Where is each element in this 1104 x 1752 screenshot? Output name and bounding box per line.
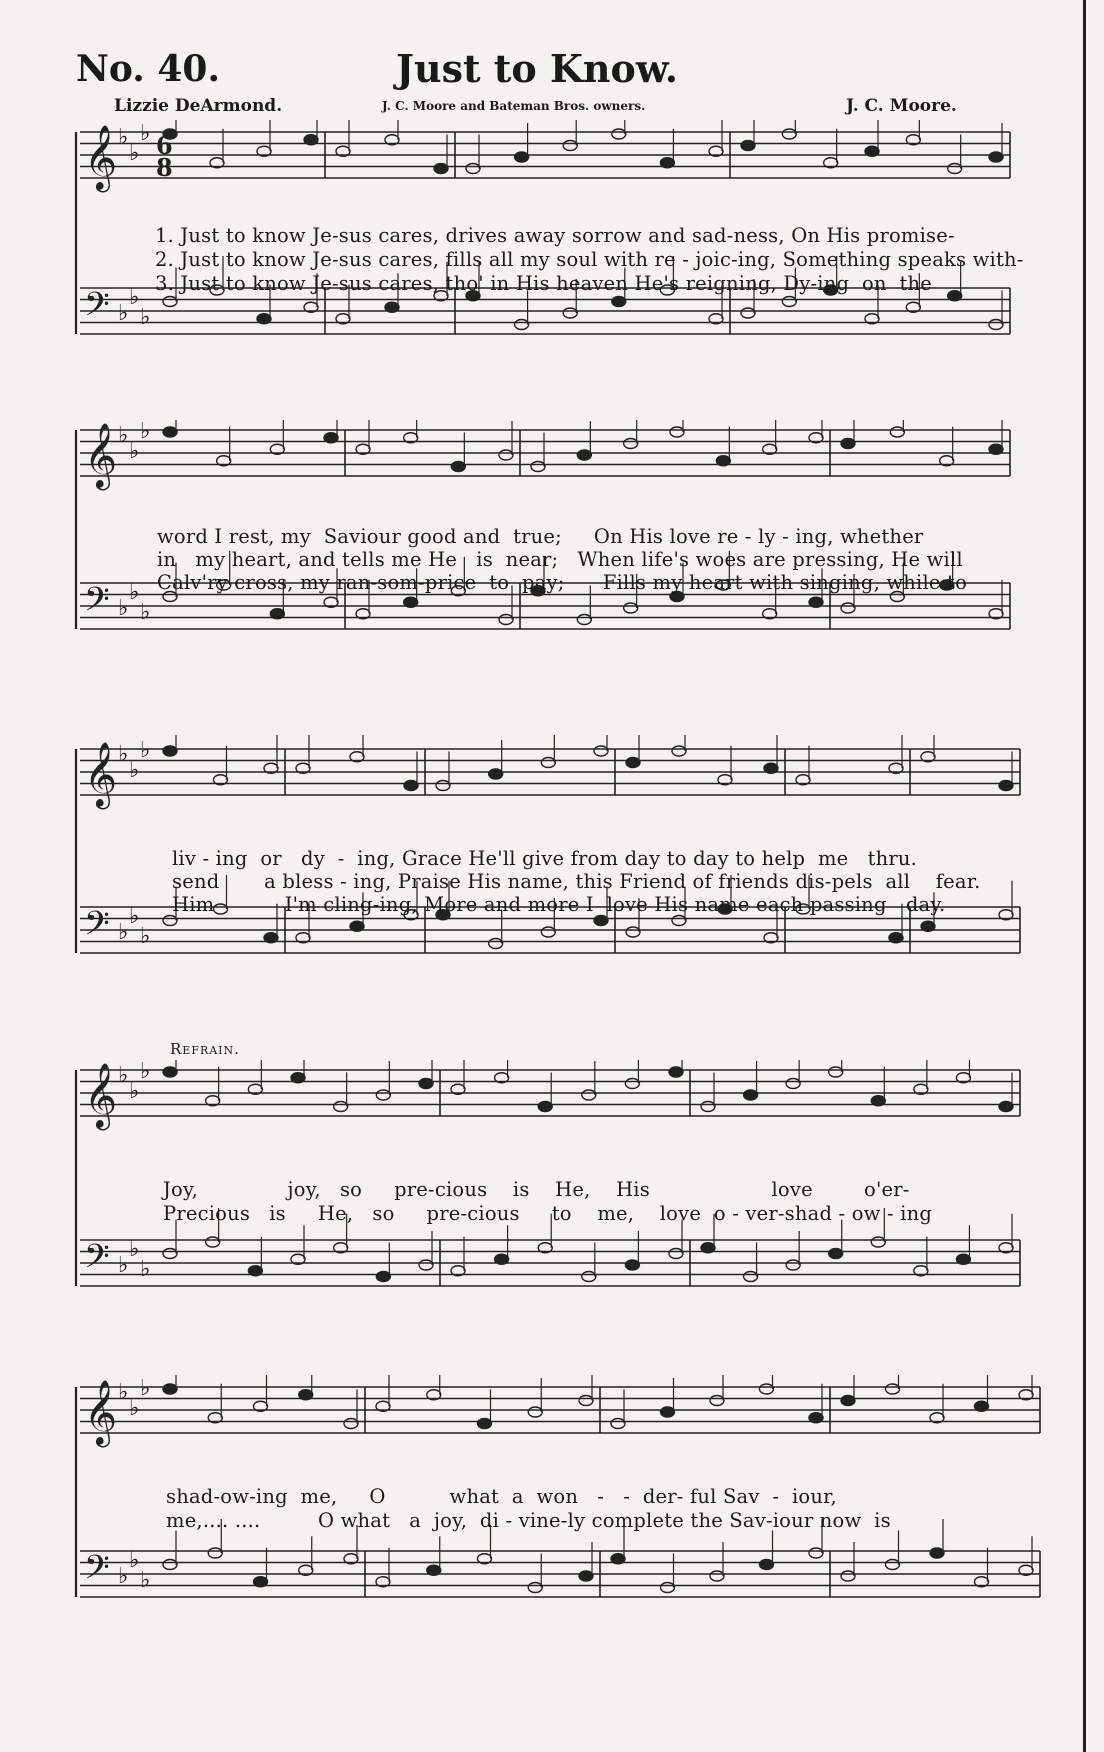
note-head xyxy=(999,1102,1013,1112)
treble-clef-icon: 𝄞 xyxy=(84,125,118,190)
note-head xyxy=(626,758,640,768)
note-head xyxy=(670,427,684,437)
note-head xyxy=(809,1548,823,1558)
flat-icon: ♭ xyxy=(118,1564,129,1589)
flat-icon: ♭ xyxy=(129,439,140,464)
flat-icon: ♭ xyxy=(140,121,151,146)
note-head xyxy=(541,927,555,937)
note-head xyxy=(809,597,823,607)
treble-clef-icon: 𝄞 xyxy=(84,1063,118,1128)
note-head xyxy=(611,1554,625,1564)
flat-icon: ♭ xyxy=(118,742,129,767)
flat-icon: ♭ xyxy=(140,305,151,330)
flat-icon: ♭ xyxy=(118,423,129,448)
note-head xyxy=(499,615,513,625)
refrain-label: Refrain. xyxy=(170,1040,240,1058)
note-head xyxy=(419,1079,433,1089)
note-head xyxy=(710,1396,724,1406)
bass-clef-icon: 𝄢 xyxy=(84,581,110,627)
note-head xyxy=(163,427,177,437)
music-system-2 xyxy=(0,420,1104,710)
note-head xyxy=(594,746,608,756)
flat-icon: ♭ xyxy=(140,600,151,625)
flat-icon: ♭ xyxy=(129,1548,140,1573)
lyric-line: in my heart, and tells me He is near; When life's woes are pressing, He will xyxy=(157,548,963,571)
note-head xyxy=(624,439,638,449)
bass-clef-icon: 𝄢 xyxy=(84,905,110,951)
flat-icon: ♭ xyxy=(129,904,140,929)
note-head xyxy=(890,427,904,437)
note-head xyxy=(744,1272,758,1282)
note-head xyxy=(921,921,935,931)
note-head xyxy=(710,1571,724,1581)
flat-icon: ♭ xyxy=(140,738,151,763)
note-head xyxy=(625,1079,639,1089)
note-head xyxy=(930,1548,944,1558)
note-head xyxy=(782,129,796,139)
note-head xyxy=(499,450,513,460)
note-head xyxy=(669,1067,683,1077)
flat-icon: ♭ xyxy=(129,580,140,605)
note-head xyxy=(701,1243,715,1253)
note-head xyxy=(466,164,480,174)
flat-icon: ♭ xyxy=(140,1257,151,1282)
note-head xyxy=(531,462,545,472)
note-head xyxy=(611,1419,625,1429)
flat-icon: ♭ xyxy=(118,1063,129,1088)
note-head xyxy=(257,314,271,324)
flat-icon: ♭ xyxy=(140,1568,151,1593)
lyric-line: Him I'm cling-ing, More and more I love His name each passing day. xyxy=(172,893,946,916)
staff-pair-5 xyxy=(0,1375,1104,1695)
note-head xyxy=(841,603,855,613)
note-head xyxy=(841,439,855,449)
composer-credit: J. C. Moore. xyxy=(846,96,957,116)
lyric-line: 3. Just to know Je-sus cares, tho' in His heaven He's reigning, Dy-ing on the xyxy=(155,272,932,295)
note-head xyxy=(563,141,577,151)
note-head xyxy=(419,1260,433,1270)
treble-clef-icon: 𝄞 xyxy=(84,742,118,807)
flat-icon: ♭ xyxy=(129,1396,140,1421)
note-head xyxy=(334,1102,348,1112)
note-head xyxy=(948,291,962,301)
music-system-5 xyxy=(0,1375,1104,1695)
note-head xyxy=(264,933,278,943)
note-head xyxy=(672,916,686,926)
hymn-title: Just to Know. xyxy=(395,46,679,91)
note-head xyxy=(163,1384,177,1394)
note-head xyxy=(163,746,177,756)
flat-icon: ♭ xyxy=(129,1237,140,1262)
note-head xyxy=(886,1560,900,1570)
time-signature-bottom: 8 xyxy=(156,153,173,182)
flat-icon: ♭ xyxy=(140,1376,151,1401)
note-head xyxy=(841,1571,855,1581)
note-head xyxy=(624,603,638,613)
note-head xyxy=(376,1090,390,1100)
note-head xyxy=(163,1560,177,1570)
note-head xyxy=(764,763,778,773)
flat-icon: ♭ xyxy=(140,420,151,444)
note-head xyxy=(956,1254,970,1264)
time-signature-top: 6 xyxy=(156,131,173,160)
note-head xyxy=(582,1090,596,1100)
note-head xyxy=(478,1419,492,1429)
note-head xyxy=(760,1560,774,1570)
music-system-1 xyxy=(0,120,1104,420)
hymn-number: No. 40. xyxy=(76,48,220,90)
note-head xyxy=(741,308,755,318)
flat-icon: ♭ xyxy=(129,1079,140,1104)
note-head xyxy=(163,297,177,307)
note-head xyxy=(829,1067,843,1077)
note-head xyxy=(350,921,364,931)
lyric-line: 2. Just to know Je-sus cares, fills all my soul with re - joic-ing, Something speaks with- xyxy=(155,248,1024,271)
lyric-line: shad-ow-ing me, O what a won - - der- ful Sav - iour, xyxy=(166,1485,837,1508)
flat-icon: ♭ xyxy=(140,1060,151,1084)
note-head xyxy=(248,1266,262,1276)
note-head xyxy=(625,1260,639,1270)
note-head xyxy=(612,129,626,139)
note-head xyxy=(163,1067,177,1077)
note-head xyxy=(515,152,529,162)
note-head xyxy=(841,1396,855,1406)
note-head xyxy=(208,1548,222,1558)
music-system-4-refrain xyxy=(0,1040,1104,1340)
note-head xyxy=(669,1249,683,1259)
note-head xyxy=(626,927,640,937)
note-head xyxy=(786,1079,800,1089)
flat-icon: ♭ xyxy=(140,924,151,949)
note-head xyxy=(434,164,448,174)
note-head xyxy=(886,1384,900,1394)
note-head xyxy=(579,1571,593,1581)
note-head xyxy=(579,1396,593,1406)
note-head xyxy=(254,1577,268,1587)
note-head xyxy=(716,456,730,466)
note-head xyxy=(989,444,1003,454)
note-head xyxy=(436,781,450,791)
note-head xyxy=(489,939,503,949)
note-head xyxy=(404,597,418,607)
flat-icon: ♭ xyxy=(129,758,140,783)
note-head xyxy=(660,158,674,168)
flat-icon: ♭ xyxy=(129,141,140,166)
lyric-line: liv - ing or dy - ing, Grace He'll give from day to day to help me thru. xyxy=(172,847,918,870)
note-head xyxy=(291,1073,305,1083)
music-system-3 xyxy=(0,735,1104,1025)
note-head xyxy=(948,164,962,174)
treble-clef-icon: 𝄞 xyxy=(84,423,118,488)
note-head xyxy=(541,758,555,768)
note-head xyxy=(786,1260,800,1270)
note-head xyxy=(324,433,338,443)
note-head xyxy=(661,1583,675,1593)
note-head xyxy=(989,320,1003,330)
note-head xyxy=(661,1407,675,1417)
note-head xyxy=(344,1419,358,1429)
lyric-line: 1. Just to know Je-sus cares, drives away sorrow and sad-ness, On His promise- xyxy=(155,224,955,247)
note-head xyxy=(889,933,903,943)
note-head xyxy=(989,152,1003,162)
note-head xyxy=(206,1237,220,1247)
note-head xyxy=(577,615,591,625)
lyricist-credit: Lizzie DeArmond. xyxy=(114,96,283,116)
note-head xyxy=(999,781,1013,791)
note-head xyxy=(612,297,626,307)
lyric-line: Calv'ry cross, my ran-som-price to pay; Fills my heart with singing, while to xyxy=(157,571,968,594)
note-head xyxy=(163,916,177,926)
note-head xyxy=(495,1254,509,1264)
note-head xyxy=(744,1090,758,1100)
flat-icon: ♭ xyxy=(118,125,129,150)
note-head xyxy=(299,1390,313,1400)
flat-icon: ♭ xyxy=(129,285,140,310)
note-head xyxy=(404,781,418,791)
note-head xyxy=(304,135,318,145)
note-head xyxy=(582,1272,596,1282)
note-head xyxy=(270,609,284,619)
note-head xyxy=(865,146,879,156)
note-head xyxy=(563,308,577,318)
note-head xyxy=(594,916,608,926)
note-head xyxy=(701,1102,715,1112)
note-head xyxy=(538,1102,552,1112)
note-head xyxy=(385,302,399,312)
note-head xyxy=(427,1565,441,1575)
note-head xyxy=(489,769,503,779)
note-head xyxy=(451,462,465,472)
note-head xyxy=(528,1583,542,1593)
treble-clef-icon: 𝄞 xyxy=(84,1380,118,1445)
bass-clef-icon: 𝄢 xyxy=(84,1238,110,1284)
note-head xyxy=(528,1407,542,1417)
note-head xyxy=(871,1237,885,1247)
note-head xyxy=(782,297,796,307)
lyric-line: Joy, joy, so pre-cious is He, His love o'er- xyxy=(163,1178,910,1201)
note-head xyxy=(975,1401,989,1411)
note-head xyxy=(871,1096,885,1106)
note-head xyxy=(163,1249,177,1259)
note-head xyxy=(376,1272,390,1282)
lyric-line: word I rest, my Saviour good and true; On His love re - ly - ing, whether xyxy=(157,525,924,548)
note-head xyxy=(809,1413,823,1423)
flat-icon: ♭ xyxy=(118,1380,129,1405)
flat-icon: ♭ xyxy=(118,920,129,945)
flat-icon: ♭ xyxy=(118,596,129,621)
note-head xyxy=(515,320,529,330)
lyric-line: Precious is He, so pre-cious to me, love o - ver-shad - ow - ing xyxy=(163,1202,933,1225)
flat-icon: ♭ xyxy=(118,1253,129,1278)
copyright-owners: J. C. Moore and Bateman Bros. owners. xyxy=(382,99,646,113)
note-head xyxy=(760,1384,774,1394)
bass-clef-icon: 𝄢 xyxy=(84,286,110,332)
note-head xyxy=(672,746,686,756)
note-head xyxy=(741,141,755,151)
bass-clef-icon: 𝄢 xyxy=(84,1549,110,1595)
flat-icon: ♭ xyxy=(118,301,129,326)
note-head xyxy=(829,1249,843,1259)
lyric-line: send a bless - ing, Praise His name, this Friend of friends dis-pels all fear. xyxy=(172,870,981,893)
lyric-line: me,.... .... O what a joy, di - vine-ly complete the Sav-iour now is xyxy=(166,1509,891,1532)
note-head xyxy=(577,450,591,460)
